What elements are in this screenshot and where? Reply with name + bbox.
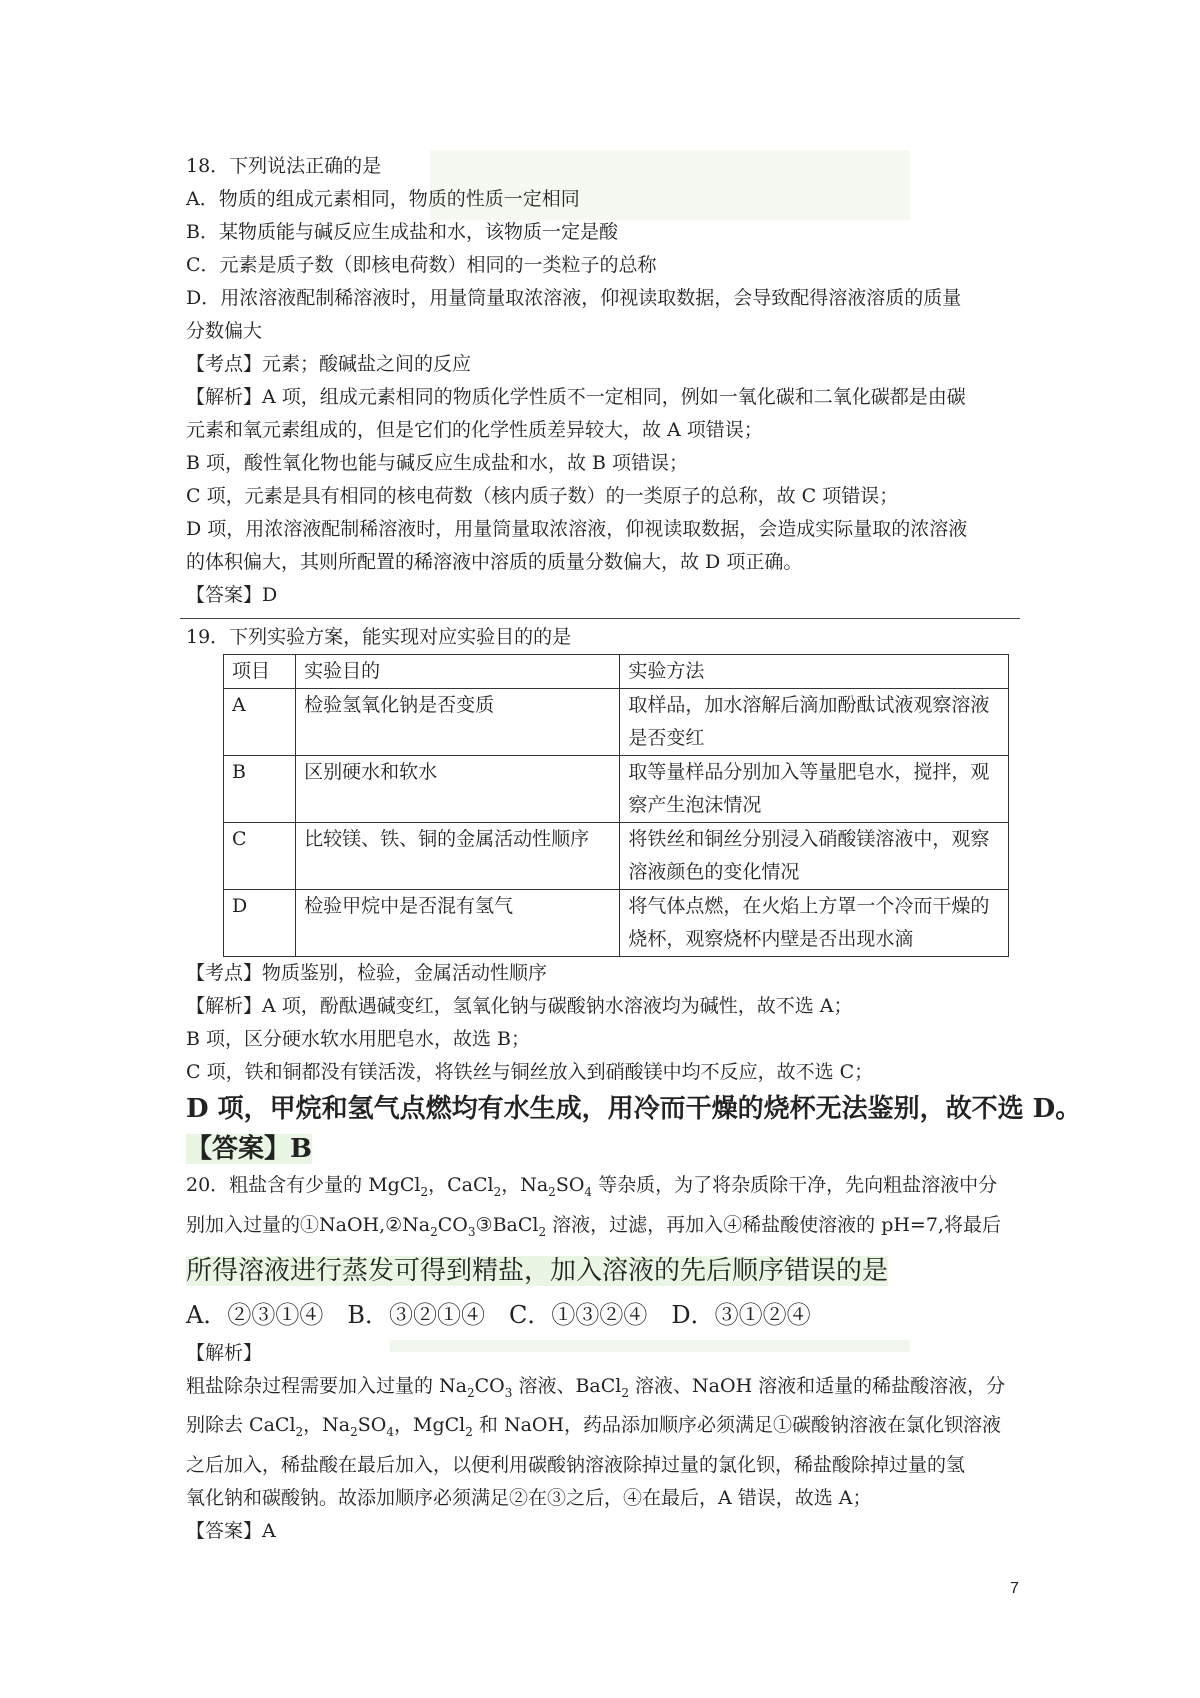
question-stem: 18．下列说法正确的是 — [186, 155, 382, 177]
question-18 — [186, 150, 1016, 612]
analysis-line: 元素和氧元素组成的，但是它们的化学性质差异较大，故 A 项错误； — [186, 419, 763, 441]
analysis-line: C 项，铁和铜都没有镁活泼，将铁丝与铜丝放入到硝酸镁中均不反应，故不选 C； — [186, 1061, 874, 1083]
analysis-line: C 项，元素是具有相同的核电荷数（核内质子数）的一类原子的总称，故 C 项错误； — [186, 485, 899, 507]
header-cell: 实验目的 — [296, 655, 620, 689]
table-row — [224, 890, 1009, 957]
cell-item: A — [224, 689, 296, 756]
option-d-cont: 分数偏大 — [186, 320, 263, 342]
analysis-line: 的体积偏大，其则所配置的稀溶液中溶质的质量分数偏大，故 D 项正确。 — [186, 551, 803, 573]
analysis-line: 【解析】A 项，组成元素相同的物质化学性质不一定相同，例如一氧化碳和二氧化碳都是由碳 — [186, 386, 966, 408]
analysis-line: 【解析】A 项，酚酞遇碱变红，氢氧化钠与碳酸钠水溶液均为碱性，故不选 A； — [186, 995, 853, 1017]
analysis-line: 别除去 CaCl$_2$，$Na_2SO_4$，MgCl$_2$ 和 NaOH，药品添加顺序必须满足①碳酸钠溶液在氯化钡溶液 — [186, 1414, 1002, 1440]
cell-method: 取等量样品分别加入等量肥皂水，搅拌，观察产生泡沫情况 — [620, 756, 1009, 823]
cell-item: C — [224, 823, 296, 890]
cell-method: 将气体点燃，在火焰上方罩一个冷而干燥的烧杯，观察烧杯内壁是否出现水滴 — [620, 890, 1009, 957]
cell-purpose: 检验氢氧化钠是否变质 — [296, 689, 620, 756]
analysis-line: 氧化钠和碳酸钠。故添加顺序必须满足②在③之后，④在最后，A 错误，故选 A； — [186, 1487, 872, 1510]
header-cell: 项目 — [224, 655, 296, 689]
analysis-line: 之后加入，稀盐酸在最后加入，以便利用碳酸钠溶液除掉过量的氯化钡，稀盐酸除掉过量的氢 — [186, 1454, 966, 1477]
answer: 【答案】B — [186, 1134, 312, 1164]
option-b: B．某物质能与碱反应生成盐和水，该物质一定是酸 — [186, 221, 618, 243]
kaodian: 【考点】元素；酸碱盐之间的反应 — [186, 353, 472, 375]
table-row — [224, 689, 1009, 756]
table-header-row — [224, 655, 1009, 689]
analysis-line: 粗盐除杂过程需要加入过量的 $Na_2CO_3$ 溶液、BaCl$_2$ 溶液、NaOH 溶液和适量的稀盐酸溶液，分 — [186, 1374, 1006, 1400]
choices: A．②③①④ B．③②①④ C．①③②④ D．③①②④ — [186, 1300, 811, 1329]
cell-purpose: 检验甲烷中是否混有氢气 — [296, 890, 620, 957]
cell-method: 取样品，加水溶解后滴加酚酞试液观察溶液是否变红 — [620, 689, 1009, 756]
analysis-label: 【解析】 — [186, 1341, 263, 1364]
option-c: C．元素是质子数（即核电荷数）相同的一类粒子的总称 — [186, 254, 657, 276]
cell-purpose: 区别硬水和软水 — [296, 756, 620, 823]
analysis-line: B 项，区分硬水软水用肥皂水，故选 B； — [186, 1028, 531, 1050]
cell-item: B — [224, 756, 296, 823]
question-stem-line-2: 别加入过量的$①NaOH,②Na_2CO_3③BaCl_2$ 溶液，过滤，再加入④稀盐酸使溶液的 pH=7,将最后 — [186, 1213, 1001, 1239]
question-20 — [186, 1169, 1016, 1548]
answer: 【答案】D — [186, 584, 278, 606]
analysis-line-large: D 项，甲烷和氢气点燃均有水生成，用冷而干燥的烧杯无法鉴别，故不选 D。 — [186, 1094, 1082, 1124]
analysis-line: D 项，用浓溶液配制稀溶液时，用量筒量取浓溶液，仰视读取数据，会造成实际量取的浓溶液 — [186, 518, 968, 540]
page-content — [186, 150, 1082, 1548]
divider — [180, 618, 1020, 619]
analysis-line: B 项，酸性氧化物也能与碱反应生成盐和水，故 B 项错误； — [186, 452, 689, 474]
table-row — [224, 756, 1009, 823]
cell-method: 将铁丝和铜丝分别浸入硝酸镁溶液中，观察溶液颜色的变化情况 — [620, 823, 1009, 890]
header-cell: 实验方法 — [620, 655, 1009, 689]
experiment-table — [223, 654, 1009, 957]
answer: 【答案】A — [186, 1520, 276, 1543]
page-number: 7 — [1010, 1580, 1019, 1597]
kaodian: 【考点】物质鉴别，检验，金属活动性顺序 — [186, 962, 548, 984]
cell-purpose: 比较镁、铁、铜的金属活动性顺序 — [296, 823, 620, 890]
question-stem-line-1: 20．粗盐含有少量的 MgCl$_2$，CaCl$_2$，$Na_2SO_4$ 等杂质，为了将杂质除干净，先向粗盐溶液中分 — [186, 1174, 998, 1199]
option-a: A．物质的组成元素相同，物质的性质一定相同 — [186, 188, 580, 210]
question-19 — [186, 621, 1082, 1169]
cell-item: D — [224, 890, 296, 957]
option-d: D．用浓溶液配制稀溶液时，用量筒量取浓溶液，仰视读取数据，会导致配得溶液溶质的质量 — [186, 287, 962, 309]
table-row — [224, 823, 1009, 890]
question-stem: 19．下列实验方案，能实现对应实验目的的是 — [186, 626, 572, 648]
question-stem-line-3: 所得溶液进行蒸发可得到精盐，加入溶液的先后顺序错误的是 — [186, 1255, 889, 1286]
